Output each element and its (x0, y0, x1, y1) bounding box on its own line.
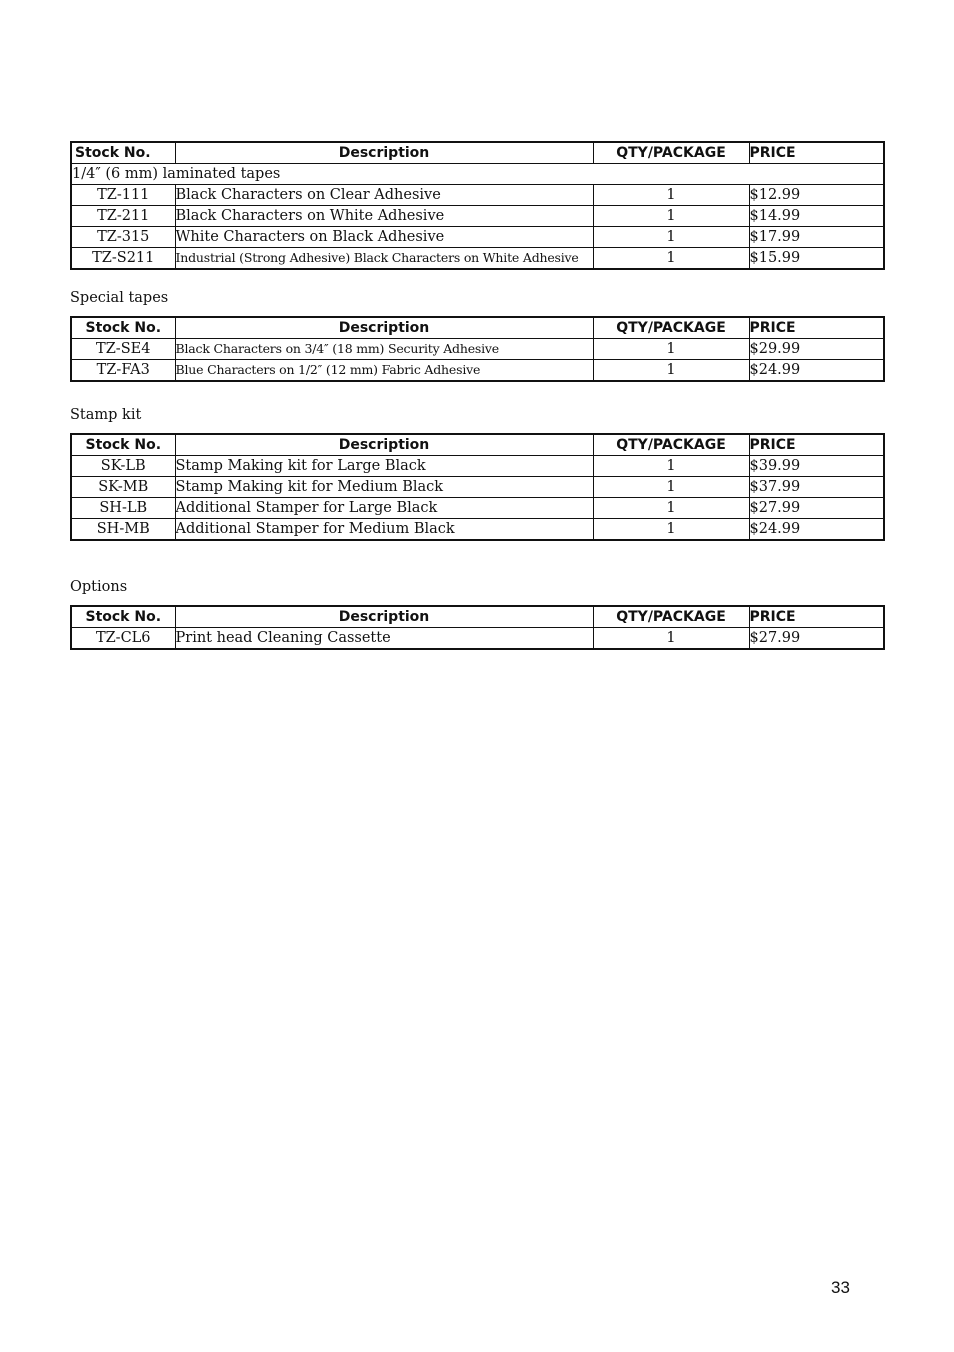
group-label: 1/4″ (6 mm) laminated tapes (71, 164, 884, 185)
stock-no: TZ-S211 (71, 248, 175, 270)
stock-no: SH-LB (71, 498, 175, 519)
description: White Characters on Black Adhesive (175, 227, 593, 248)
price: $29.99 (749, 339, 884, 360)
special-tapes-table (70, 316, 885, 382)
price: $27.99 (749, 498, 884, 519)
options-table (70, 605, 885, 650)
section-label-stamp-kit: Stamp kit (70, 407, 142, 423)
header-stock-no: Stock No. (71, 606, 175, 628)
qty-package: 1 (593, 227, 749, 248)
table-row (71, 519, 884, 541)
stock-no: SH-MB (71, 519, 175, 541)
table-row (71, 227, 884, 248)
price: $17.99 (749, 227, 884, 248)
header-qty-package: QTY/PACKAGE (593, 317, 749, 339)
description: Stamp Making kit for Large Black (175, 456, 593, 477)
table-row (71, 498, 884, 519)
qty-package: 1 (593, 477, 749, 498)
table-row (71, 185, 884, 206)
header-price: PRICE (749, 606, 884, 628)
description: Black Characters on White Adhesive (175, 206, 593, 227)
header-stock-no: Stock No. (71, 434, 175, 456)
stock-no: SK-MB (71, 477, 175, 498)
description: Print head Cleaning Cassette (175, 628, 593, 650)
group-row (71, 164, 884, 185)
stock-no: TZ-CL6 (71, 628, 175, 650)
description: Black Characters on Clear Adhesive (175, 185, 593, 206)
table-row (71, 456, 884, 477)
qty-package: 1 (593, 628, 749, 650)
table-header-row (71, 142, 884, 164)
header-price: PRICE (749, 434, 884, 456)
table-row (71, 206, 884, 227)
header-description: Description (175, 317, 593, 339)
header-qty-package: QTY/PACKAGE (593, 434, 749, 456)
header-qty-package: QTY/PACKAGE (593, 606, 749, 628)
table-header-row (71, 317, 884, 339)
table-row (71, 628, 884, 650)
stock-no: SK-LB (71, 456, 175, 477)
price: $39.99 (749, 456, 884, 477)
price: $14.99 (749, 206, 884, 227)
table-row (71, 248, 884, 270)
description: Stamp Making kit for Medium Black (175, 477, 593, 498)
section-label-special-tapes: Special tapes (70, 290, 169, 306)
qty-package: 1 (593, 185, 749, 206)
table-header-row (71, 434, 884, 456)
description: Industrial (Strong Adhesive) Black Characters on White Adhesive (175, 248, 593, 270)
qty-package: 1 (593, 206, 749, 227)
header-price: PRICE (749, 142, 884, 164)
laminated-tapes-table (70, 141, 885, 270)
description: Blue Characters on 1/2″ (12 mm) Fabric Adhesive (175, 360, 593, 382)
table-header-row (71, 606, 884, 628)
header-description: Description (175, 606, 593, 628)
description: Black Characters on 3/4″ (18 mm) Security Adhesive (175, 339, 593, 360)
description: Additional Stamper for Medium Black (175, 519, 593, 541)
qty-package: 1 (593, 248, 749, 270)
page-number: 33 (831, 1278, 850, 1297)
description: Additional Stamper for Large Black (175, 498, 593, 519)
qty-package: 1 (593, 498, 749, 519)
stamp-kit-table (70, 433, 885, 541)
header-price: PRICE (749, 317, 884, 339)
header-qty-package: QTY/PACKAGE (593, 142, 749, 164)
stock-no: TZ-SE4 (71, 339, 175, 360)
stock-no: TZ-315 (71, 227, 175, 248)
table-row (71, 339, 884, 360)
header-description: Description (175, 142, 593, 164)
stock-no: TZ-111 (71, 185, 175, 206)
qty-package: 1 (593, 360, 749, 382)
table-row (71, 477, 884, 498)
qty-package: 1 (593, 456, 749, 477)
price: $27.99 (749, 628, 884, 650)
table-row (71, 360, 884, 382)
stock-no: TZ-211 (71, 206, 175, 227)
price: $37.99 (749, 477, 884, 498)
qty-package: 1 (593, 339, 749, 360)
price: $15.99 (749, 248, 884, 270)
price: $24.99 (749, 519, 884, 541)
price: $12.99 (749, 185, 884, 206)
section-label-options: Options (70, 579, 128, 595)
stock-no: TZ-FA3 (71, 360, 175, 382)
price: $24.99 (749, 360, 884, 382)
header-stock-no: Stock No. (71, 142, 175, 164)
header-stock-no: Stock No. (71, 317, 175, 339)
header-description: Description (175, 434, 593, 456)
qty-package: 1 (593, 519, 749, 541)
